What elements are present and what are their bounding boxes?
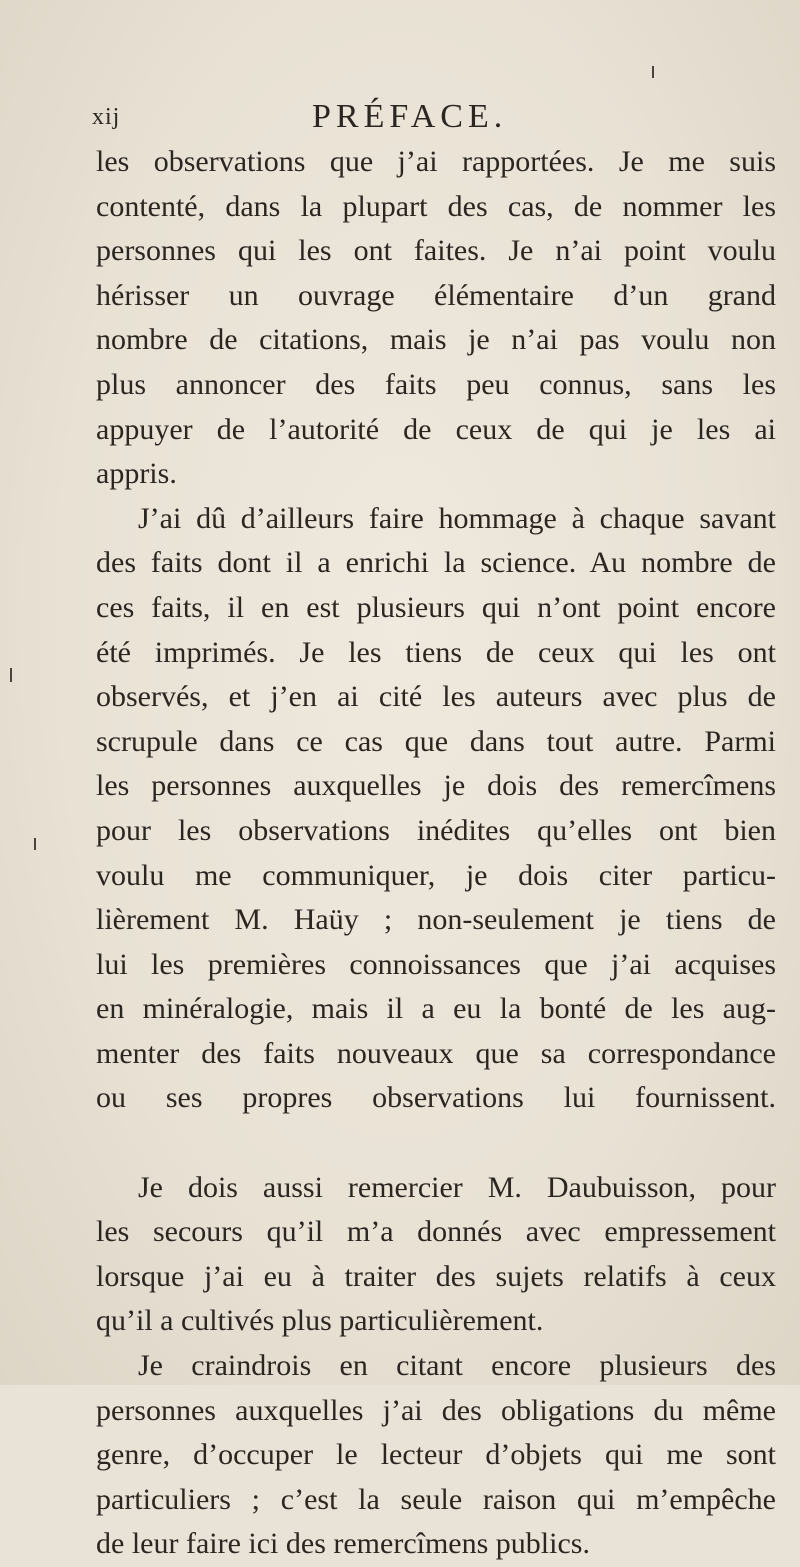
text-line: ou ses propres observations lui fournissent. xyxy=(96,1081,776,1115)
text-line: personnes auxquelles j’ai des obligations du même xyxy=(96,1393,776,1427)
text-line: de leur faire ici des remercîmens publics. xyxy=(96,1527,590,1561)
page-number: xij xyxy=(92,104,121,130)
text-line xyxy=(96,1121,776,1166)
text-line: personnes qui les ont faites. Je n’ai point voulu xyxy=(96,234,776,268)
body-text xyxy=(96,140,776,1567)
text-line: lui les premières connoissances que j’ai acquises xyxy=(96,947,776,981)
text-line: des faits dont il a enrichi la science. Au nombre de xyxy=(96,546,776,580)
text-line: qu’il a cultivés plus particulièrement. xyxy=(96,1304,544,1338)
margin-ink-mark xyxy=(10,668,12,682)
paragraph-1 xyxy=(96,140,776,497)
text-line: Je craindrois en citant encore plusieurs des xyxy=(138,1349,776,1383)
text-line: appris. xyxy=(96,457,177,491)
text-line: plus annoncer des faits peu connus, sans les xyxy=(96,367,776,401)
text-line: lorsque j’ai eu à traiter des sujets relatifs à ceux xyxy=(96,1259,776,1293)
margin-ink-mark xyxy=(34,838,36,850)
text-line: genre, d’occuper le lecteur d’objets qui me sont xyxy=(96,1438,776,1472)
text-line: menter des faits nouveaux que sa correspondance xyxy=(96,1036,776,1070)
text-line: en minéralogie, mais il a eu la bonté de les aug- xyxy=(96,992,776,1026)
text-line: appuyer de l’autorité de ceux de qui je les ai xyxy=(96,412,776,446)
text-line: voulu me communiquer, je dois citer particu- xyxy=(96,858,776,892)
text-line: contenté, dans la plupart des cas, de nommer les xyxy=(96,189,776,223)
paragraph-2 xyxy=(96,497,776,1166)
text-line: ces faits, il en est plusieurs qui n’ont point encore xyxy=(96,590,776,624)
paragraph-4 xyxy=(96,1344,776,1567)
text-line: les secours qu’il m’a donnés avec empressement xyxy=(96,1215,776,1249)
text-line: lièrement M. Haüy ; non-seulement je tiens de xyxy=(96,903,776,937)
page-header xyxy=(92,98,772,138)
text-line: été imprimés. Je les tiens de ceux qui les ont xyxy=(96,635,776,669)
text-line: observés, et j’en ai cité les auteurs avec plus de xyxy=(96,680,776,714)
text-line: les observations que j’ai rapportées. Je me suis xyxy=(96,145,776,178)
text-line: scrupule dans ce cas que dans tout autre. Parmi xyxy=(96,724,776,758)
running-title: PRÉFACE. xyxy=(312,98,508,135)
text-line: pour les observations inédites qu’elles ont bien xyxy=(96,813,776,847)
text-line: les personnes auxquelles je dois des remercîmens xyxy=(96,769,776,803)
text-line: Je dois aussi remercier M. Daubuisson, pour xyxy=(138,1170,776,1204)
text-line: J’ai dû d’ailleurs faire hommage à chaque savant xyxy=(138,501,776,535)
paragraph-3 xyxy=(96,1166,776,1344)
text-line: nombre de citations, mais je n’ai pas voulu non xyxy=(96,323,776,357)
margin-ink-mark xyxy=(652,66,654,78)
text-line: hérisser un ouvrage élémentaire d’un grand xyxy=(96,278,776,312)
text-line: particuliers ; c’est la seule raison qui m’empêche xyxy=(96,1482,776,1516)
